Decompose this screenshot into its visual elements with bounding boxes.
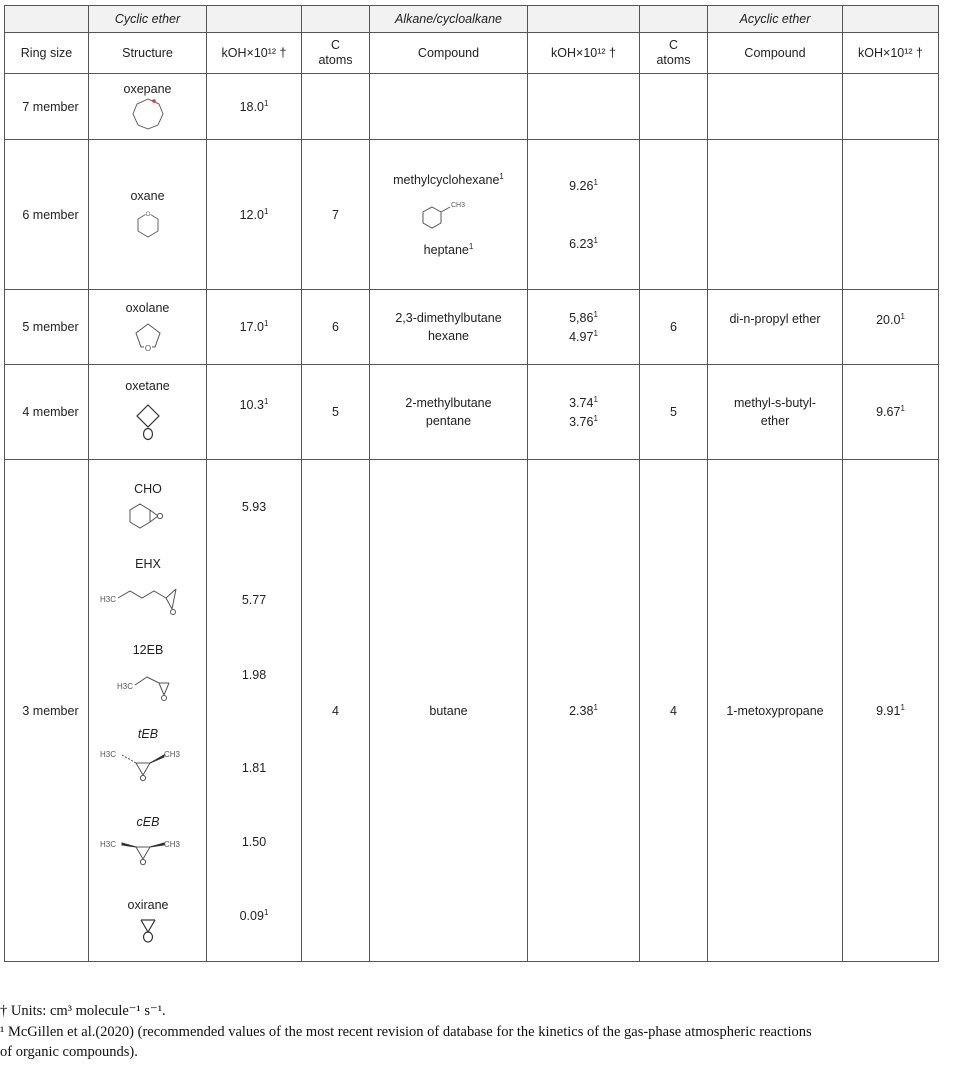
compound-cell: 1-metoxypropane: [708, 460, 843, 962]
koh-value: 0.09$^1$: [239, 908, 269, 924]
cyclohexene-oxide-structure-icon: [126, 500, 170, 534]
row-7-member: [5, 74, 939, 140]
ref-sup: 1: [263, 319, 269, 329]
structure-name: CHO: [134, 482, 162, 496]
koh-cell: [207, 140, 302, 290]
header-compound-acyclic: Compound: [708, 33, 843, 74]
koh-cell: [843, 140, 939, 290]
compound-name: 2,3-dimethylbutane: [395, 311, 502, 325]
structure-name: oxirane: [127, 898, 169, 912]
h3c-label: H3C: [100, 750, 117, 759]
epoxide-item-12eb: [89, 643, 207, 707]
group-alkane: Alkane/cycloalkane: [370, 6, 528, 33]
compound-cell: butane: [370, 460, 528, 962]
koh-value: 1.98: [241, 668, 267, 682]
koh-value: 5.77: [241, 593, 267, 607]
structure-name: tEB: [137, 727, 159, 741]
ref-sup: 1: [263, 908, 269, 917]
koh-cell: [207, 365, 302, 460]
koh-value: 9.26$^1$: [569, 178, 598, 194]
compound-name: [424, 242, 474, 257]
epoxide-item-ehx: [89, 557, 207, 621]
koh-value: 5.93: [241, 500, 267, 514]
compound-cell: [708, 140, 843, 290]
compound-cell: [708, 290, 843, 365]
row-6-member: [5, 140, 939, 290]
koh-cell: [843, 460, 939, 962]
group-header-row: [5, 6, 939, 33]
group-empty: [207, 6, 302, 33]
compound-name: methyl-s-butyl-: [734, 396, 816, 410]
cis-epoxybutane-structure-icon: [98, 831, 198, 871]
koh-value: 3.76$^1$: [569, 414, 598, 430]
header-compound-alkane: Compound: [370, 33, 528, 74]
ref-sup: 1: [263, 397, 269, 406]
structure-cell: [89, 460, 207, 962]
ref-sup: 1: [593, 309, 598, 319]
c-atoms-cell: 4: [302, 460, 370, 962]
ring-size-cell: 4 member: [5, 365, 89, 460]
epoxybutane-structure-icon: [103, 669, 193, 707]
compound-name: di-n-propyl ether: [729, 312, 821, 326]
ref-sup: 1: [593, 178, 598, 188]
compound-cell: [370, 290, 528, 365]
compound-text: methylcyclohexane: [393, 173, 500, 188]
koh-cell: [207, 74, 302, 140]
compound-cell: [370, 365, 528, 460]
epoxide-item-oxirane: [89, 898, 207, 946]
koh-cell: [207, 460, 302, 962]
koh-cell: [528, 74, 640, 140]
compound-cell: [370, 140, 528, 290]
h3c-label: H3C: [117, 682, 134, 691]
header-koh-acyclic: kOH×10¹² †: [843, 33, 939, 74]
koh-cell: [843, 290, 939, 365]
compound-cell: [370, 74, 528, 140]
c-atoms-cell: 5: [640, 365, 708, 460]
koh-value: 20.0: [876, 313, 901, 328]
structure-name: oxetane: [125, 379, 170, 393]
koh-cell: [843, 365, 939, 460]
ref-sup: 1: [593, 329, 598, 338]
koh-cell: [207, 290, 302, 365]
oxane-structure-icon: [133, 209, 163, 241]
oxygen-label: O: [144, 344, 151, 353]
epoxide-item-ceb: [89, 815, 207, 871]
compound-name: 2-methylbutane: [405, 396, 492, 410]
ref-sup: 1: [593, 235, 598, 245]
oxygen-label: O: [145, 211, 150, 218]
c-atoms-cell: [302, 74, 370, 140]
c-atoms-cell: 5: [302, 365, 370, 460]
structure-name: EHX: [135, 557, 161, 571]
koh-cell: [528, 290, 640, 365]
group-empty: [843, 6, 939, 33]
group-empty: [302, 6, 370, 33]
koh-cell: [843, 74, 939, 140]
koh-value: 9.67: [876, 405, 901, 420]
koh-value: 18.0: [239, 100, 264, 115]
footnote-reference: ¹ McGillen et al.(2020) (recommended values of the most recent revision of database for the kinetics of the gas-phase atmospheric reactions: [0, 1024, 812, 1040]
trans-epoxybutane-structure-icon: [98, 743, 198, 787]
c-atoms-cell: [640, 140, 708, 290]
koh-value: 6.23$^1$: [569, 235, 598, 251]
header-c-atoms: C atoms: [640, 33, 708, 74]
koh-value: 9.91: [876, 704, 901, 719]
ref-sup: 1: [593, 702, 598, 712]
koh-cell: [528, 460, 640, 962]
row-4-member: [5, 365, 939, 460]
compound-name: pentane: [425, 414, 472, 428]
koh-value: 2.38: [569, 704, 594, 719]
compound-name: [393, 172, 504, 187]
group-acyclic-ether: Acyclic ether: [708, 6, 843, 33]
koh-value: 1.81: [241, 761, 267, 775]
header-structure: Structure: [89, 33, 207, 74]
ring-size-cell: 6 member: [5, 140, 89, 290]
compound-name: ether: [760, 414, 790, 428]
oxepane-structure-icon: [128, 96, 168, 132]
footnote-units: † Units: cm³ molecule⁻¹ s⁻¹.: [0, 1003, 166, 1019]
h3c-label: H3C: [100, 840, 117, 849]
structure-cell: [89, 290, 207, 365]
ch3-label: CH3: [450, 201, 465, 209]
koh-cell: [528, 365, 640, 460]
ref-sup: 1: [593, 414, 598, 423]
compound-text: heptane: [423, 242, 469, 257]
compound-cell: [708, 74, 843, 140]
koh-value: 12.0: [239, 208, 264, 223]
header-ring-size: Ring size: [5, 33, 89, 74]
epoxyhexane-structure-icon: [98, 581, 198, 621]
group-empty: [5, 6, 89, 33]
footnote-reference-cont: of organic compounds).: [0, 1044, 138, 1060]
ref-sup: 1: [263, 206, 269, 216]
ref-sup: 1: [468, 241, 474, 251]
structure-cell: [89, 365, 207, 460]
koh-value: 10.3: [239, 398, 264, 413]
epoxide-item-teb: [89, 727, 207, 787]
ref-sup: 1: [263, 98, 269, 108]
group-empty: [640, 6, 708, 33]
c-atoms-cell: 4: [640, 460, 708, 962]
koh-value: 17.0: [239, 320, 264, 335]
ch3-label: CH3: [164, 750, 181, 759]
oxetane-structure-icon: [133, 401, 163, 445]
structure-name: oxolane: [125, 301, 170, 315]
ref-sup: 1: [499, 172, 504, 182]
epoxide-item-cho: [89, 482, 207, 534]
structure-cell: [89, 74, 207, 140]
column-header-row: [5, 33, 939, 74]
structure-name: oxepane: [123, 81, 172, 96]
ref-sup: 1: [900, 312, 905, 321]
h3c-label: H3C: [100, 595, 117, 604]
c-atoms-cell: 6: [640, 290, 708, 365]
structure-name: 12EB: [132, 643, 164, 657]
c-atoms-cell: 6: [302, 290, 370, 365]
koh-value: 1.50: [241, 835, 267, 849]
ring-size-cell: 7 member: [5, 74, 89, 140]
structure-cell: [89, 140, 207, 290]
c-atoms-cell: [640, 74, 708, 140]
ref-sup: 1: [900, 702, 905, 712]
c-atoms-cell: 7: [302, 140, 370, 290]
structure-name: cEB: [136, 815, 160, 829]
ref-sup: 1: [900, 404, 905, 414]
header-koh-alkane: kOH×10¹² †: [528, 33, 640, 74]
row-5-member: [5, 290, 939, 365]
header-c-atoms: C atoms: [302, 33, 370, 74]
koh-value: 3.74$^1$: [569, 394, 598, 410]
group-cyclic-ether: Cyclic ether: [89, 6, 207, 33]
group-empty: [528, 6, 640, 33]
rate-constants-table: [4, 5, 939, 962]
ch3-label: CH3: [164, 840, 181, 849]
ring-size-cell: 5 member: [5, 290, 89, 365]
structure-name: oxane: [130, 188, 165, 203]
header-koh-cyclic: kOH×10¹² †: [207, 33, 302, 74]
koh-value: 4.97$^1$: [569, 329, 598, 345]
methylcyclohexane-structure-icon: [414, 198, 484, 234]
oxolane-structure-icon: [131, 321, 165, 353]
oxirane-structure-icon: [133, 914, 163, 946]
compound-name: hexane: [427, 329, 469, 343]
compound-cell: [708, 365, 843, 460]
row-3-member: [5, 460, 939, 962]
koh-cell: [528, 140, 640, 290]
koh-value: 5,86$^1$: [569, 309, 598, 325]
ring-size-cell: 3 member: [5, 460, 89, 962]
ref-sup: 1: [593, 394, 598, 404]
